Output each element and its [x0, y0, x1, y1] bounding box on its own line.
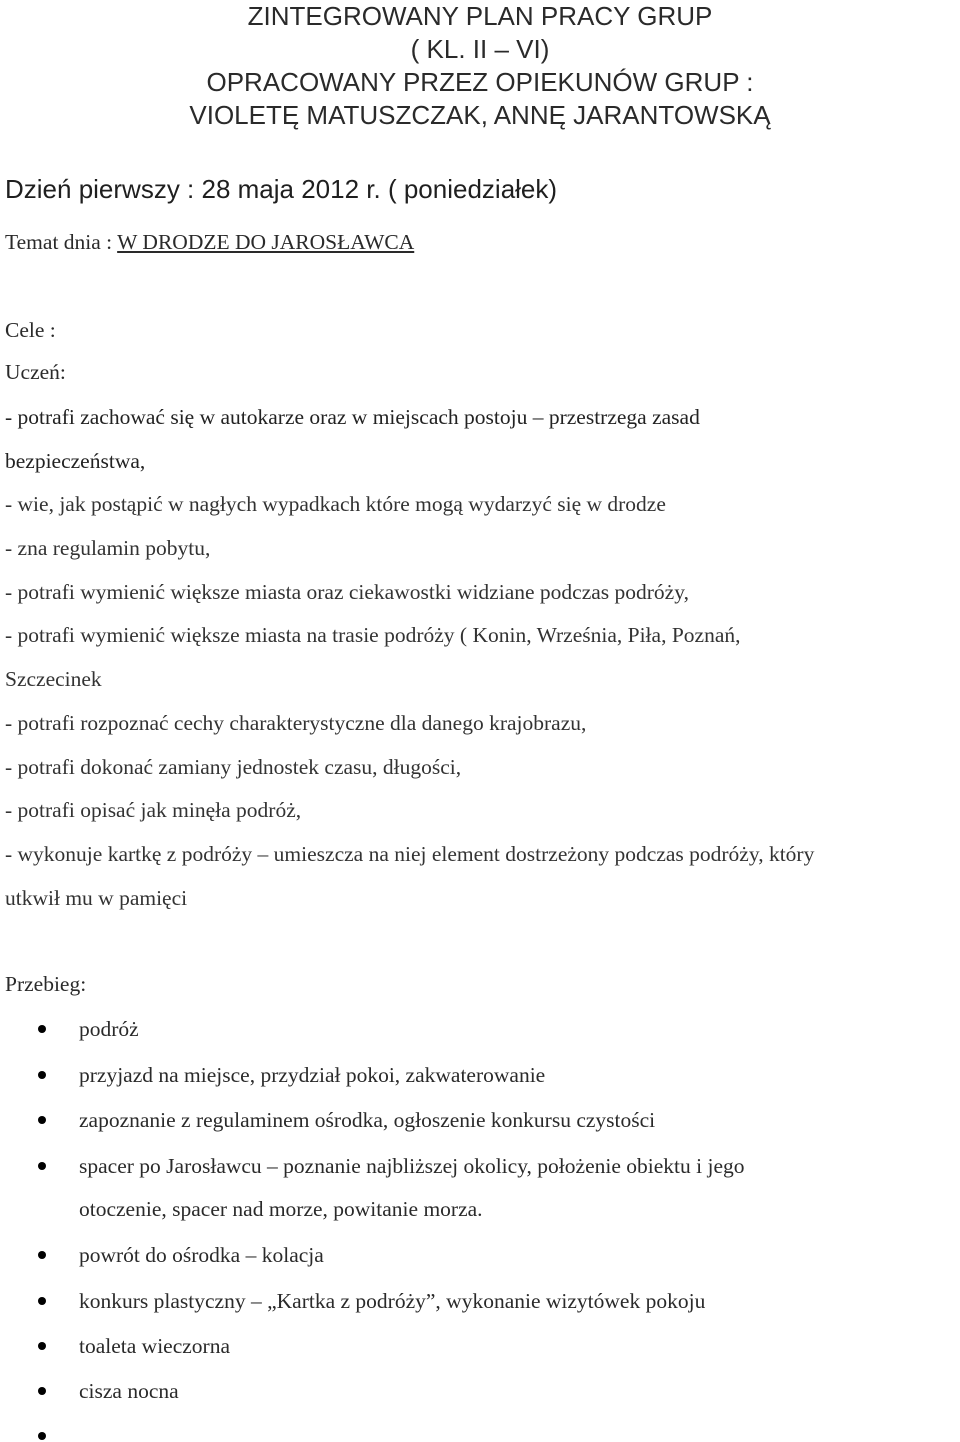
header-title-line-4: VIOLETĘ MATUSZCZAK, ANNĘ JARANTOWSKĄ	[189, 100, 771, 130]
goals-title: Cele :	[5, 318, 56, 342]
bullet-icon	[38, 1432, 46, 1440]
bullet-icon	[38, 1162, 46, 1170]
course-item: przyjazd na miejsce, przydział pokoi, zakwaterowanie	[79, 1063, 546, 1087]
course-item: zapoznanie z regulaminem ośrodka, ogłoszenie konkursu czystości	[79, 1108, 656, 1132]
header-title-line-1: ZINTEGROWANY PLAN PRACY GRUP	[247, 1, 713, 31]
goals-subtitle: Uczeń:	[5, 360, 66, 384]
course-item: podróż	[79, 1017, 139, 1041]
bullet-icon	[38, 1025, 46, 1033]
course-item: toaleta wieczorna	[79, 1334, 231, 1358]
course-item: konkurs plastyczny – „Kartka z podróży”, wykonanie wizytówek pokoju	[79, 1289, 706, 1313]
goal-line: bezpieczeństwa,	[5, 449, 146, 473]
day-heading: Dzień pierwszy : 28 maja 2012 r. ( poniedziałek)	[5, 174, 558, 204]
bullet-icon	[38, 1251, 46, 1259]
course-item: spacer po Jarosławcu – poznanie najbliższej okolicy, położenie obiektu i jego	[79, 1154, 745, 1178]
header-title-line-3: OPRACOWANY PRZEZ OPIEKUNÓW GRUP :	[206, 67, 754, 97]
goal-line: - potrafi wymienić większe miasta oraz ciekawostki widziane podczas podróży,	[5, 580, 689, 604]
course-item-continuation: otoczenie, spacer nad morze, powitanie morza.	[79, 1197, 483, 1221]
topic-label: Temat dnia :	[5, 230, 118, 254]
document-header	[0, 0, 960, 132]
goal-line: - zna regulamin pobytu,	[5, 536, 211, 560]
topic-line	[5, 227, 414, 257]
bullet-icon	[38, 1387, 46, 1395]
goal-line: - wykonuje kartkę z podróży – umieszcza na niej element dostrzeżony podczas podróży, który	[5, 842, 815, 866]
goal-line: - potrafi rozpoznać cechy charakterystyczne dla danego krajobrazu,	[5, 711, 587, 735]
goal-line: - potrafi wymienić większe miasta na trasie podróży ( Konin, Września, Piła, Poznań,	[5, 623, 741, 647]
goal-line: Szczecinek	[5, 667, 102, 691]
goal-line: utkwił mu w pamięci	[5, 886, 188, 910]
header-title-line-2: ( KL. II – VI)	[410, 34, 550, 64]
bullet-icon	[38, 1297, 46, 1305]
goal-line: - potrafi zachować się w autokarze oraz w miejscach postoju – przestrzega zasad	[5, 405, 700, 429]
goal-line: - potrafi opisać jak minęła podróż,	[5, 798, 302, 822]
course-title: Przebieg:	[5, 972, 87, 996]
goal-line: - potrafi dokonać zamiany jednostek czasu, długości,	[5, 755, 462, 779]
course-item: powrót do ośrodka – kolacja	[79, 1243, 324, 1267]
course-item: cisza nocna	[79, 1379, 179, 1403]
bullet-icon	[38, 1071, 46, 1079]
bullet-icon	[38, 1116, 46, 1124]
bullet-icon	[38, 1342, 46, 1350]
goal-line: - wie, jak postąpić w nagłych wypadkach które mogą wydarzyć się w drodze	[5, 492, 666, 516]
topic-value: W DRODZE DO JAROSŁAWCA	[117, 230, 415, 254]
